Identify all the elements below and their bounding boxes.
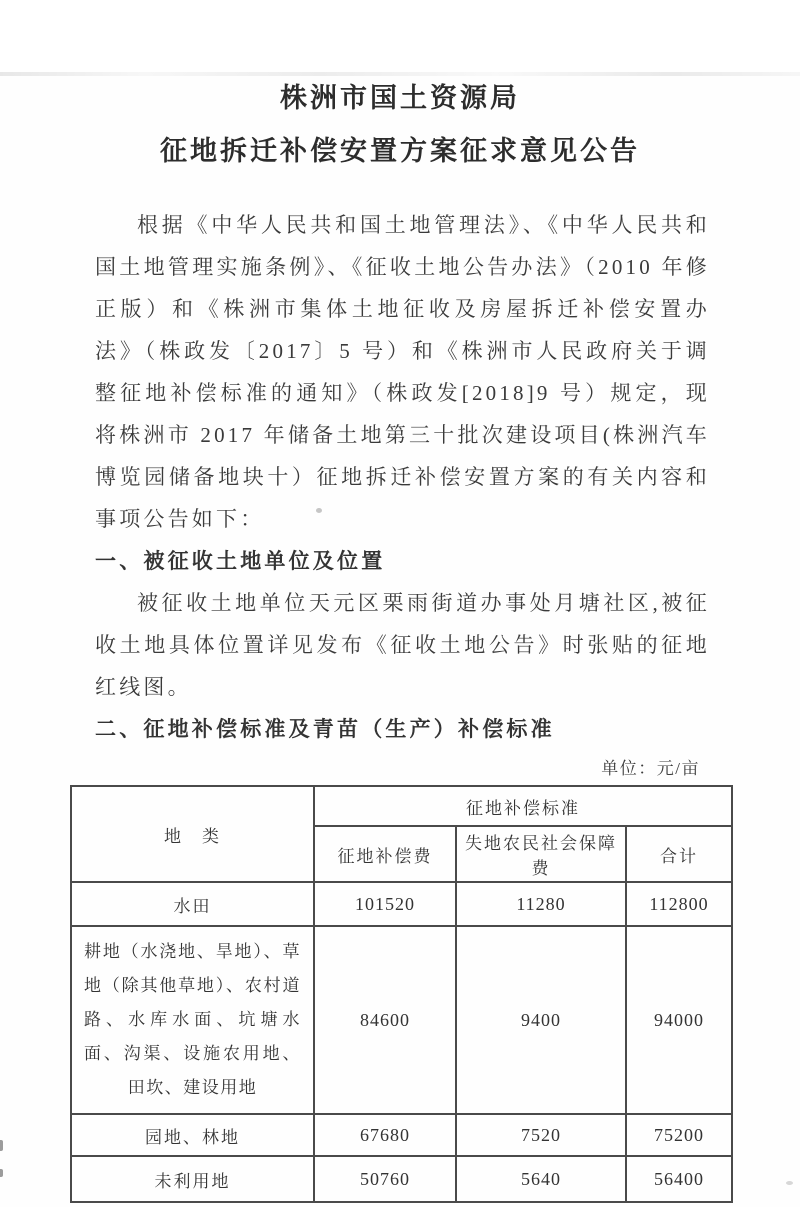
scan-speck — [316, 508, 322, 513]
security-cell: 5640 — [456, 1156, 626, 1202]
section-2-heading: 二、征地补偿标准及青苗（生产）补偿标准 — [95, 717, 555, 741]
table-row-unused-land — [71, 1156, 732, 1202]
compensation-cell: 50760 — [314, 1156, 456, 1202]
compensation-cell: 67680 — [314, 1114, 456, 1156]
total-cell: 56400 — [626, 1156, 732, 1202]
notice-body — [95, 204, 710, 750]
table-row-garden-forest — [71, 1114, 732, 1156]
scan-edge-artifact — [0, 72, 800, 76]
total-cell: 112800 — [626, 882, 732, 926]
land-class-cell: 未利用地 — [71, 1156, 314, 1202]
notice-title-line2: 征地拆迁补偿安置方案征求意见公告 — [160, 136, 640, 166]
intro-paragraph: 根据《中华人民共和国土地管理法》、《中华人民共和国土地管理实施条例》、《征收土地公告办法》（2010 年修正版）和《株洲市集体土地征收及房屋拆迁补偿安置办法》（株政发〔2017〕5 号）和《株洲市人民政府关于调整征地补偿标准的通知》（株政发[2018]9 号）规定，现将株洲市 2017 年储备土地第三十批次建设项目(株洲汽车博览园储备地块十）征地拆迁补偿安置方案的有关内容和事项公告如下： — [95, 213, 710, 531]
compensation-cell: 84600 — [314, 926, 456, 1114]
header-land-class: 地 类 — [71, 786, 314, 882]
section-1-heading: 一、被征收土地单位及位置 — [95, 549, 386, 573]
header-standard-group: 征地补偿标准 — [314, 786, 732, 826]
section-1-body: 被征收土地单位天元区栗雨街道办事处月塘社区,被征收土地具体位置详见发布《征收土地公告》时张贴的征地红线图。 — [95, 591, 710, 699]
table-unit-note: 单位：元/亩 — [601, 759, 700, 778]
security-cell: 11280 — [456, 882, 626, 926]
scan-edge-mark — [0, 1169, 3, 1177]
notice-title — [60, 72, 740, 178]
header-compensation-fee: 征地补偿费 — [314, 826, 456, 882]
header-total: 合计 — [626, 826, 732, 882]
land-class-cell: 水田 — [71, 882, 314, 926]
notice-title-line1: 株洲市国土资源局 — [280, 83, 520, 113]
table-row-cultivated-land — [71, 926, 732, 1114]
total-cell: 75200 — [626, 1114, 732, 1156]
compensation-table — [70, 785, 733, 1203]
header-social-security-fee: 失地农民社会保障费 — [456, 826, 626, 882]
land-class-cell: 耕地（水浇地、旱地）、草地（除其他草地）、农村道路、水库水面、坑塘水面、沟渠、设施农用地、田坎、建设用地 — [71, 926, 314, 1114]
security-cell: 7520 — [456, 1114, 626, 1156]
compensation-cell: 101520 — [314, 882, 456, 926]
scan-edge-mark — [0, 1140, 3, 1151]
scan-speck — [786, 1181, 793, 1185]
table-header-row-group — [71, 786, 732, 826]
land-class-cell: 园地、林地 — [71, 1114, 314, 1156]
total-cell: 94000 — [626, 926, 732, 1114]
security-cell: 9400 — [456, 926, 626, 1114]
scanned-notice-page — [0, 72, 800, 1207]
table-row-paddy-field — [71, 882, 732, 926]
